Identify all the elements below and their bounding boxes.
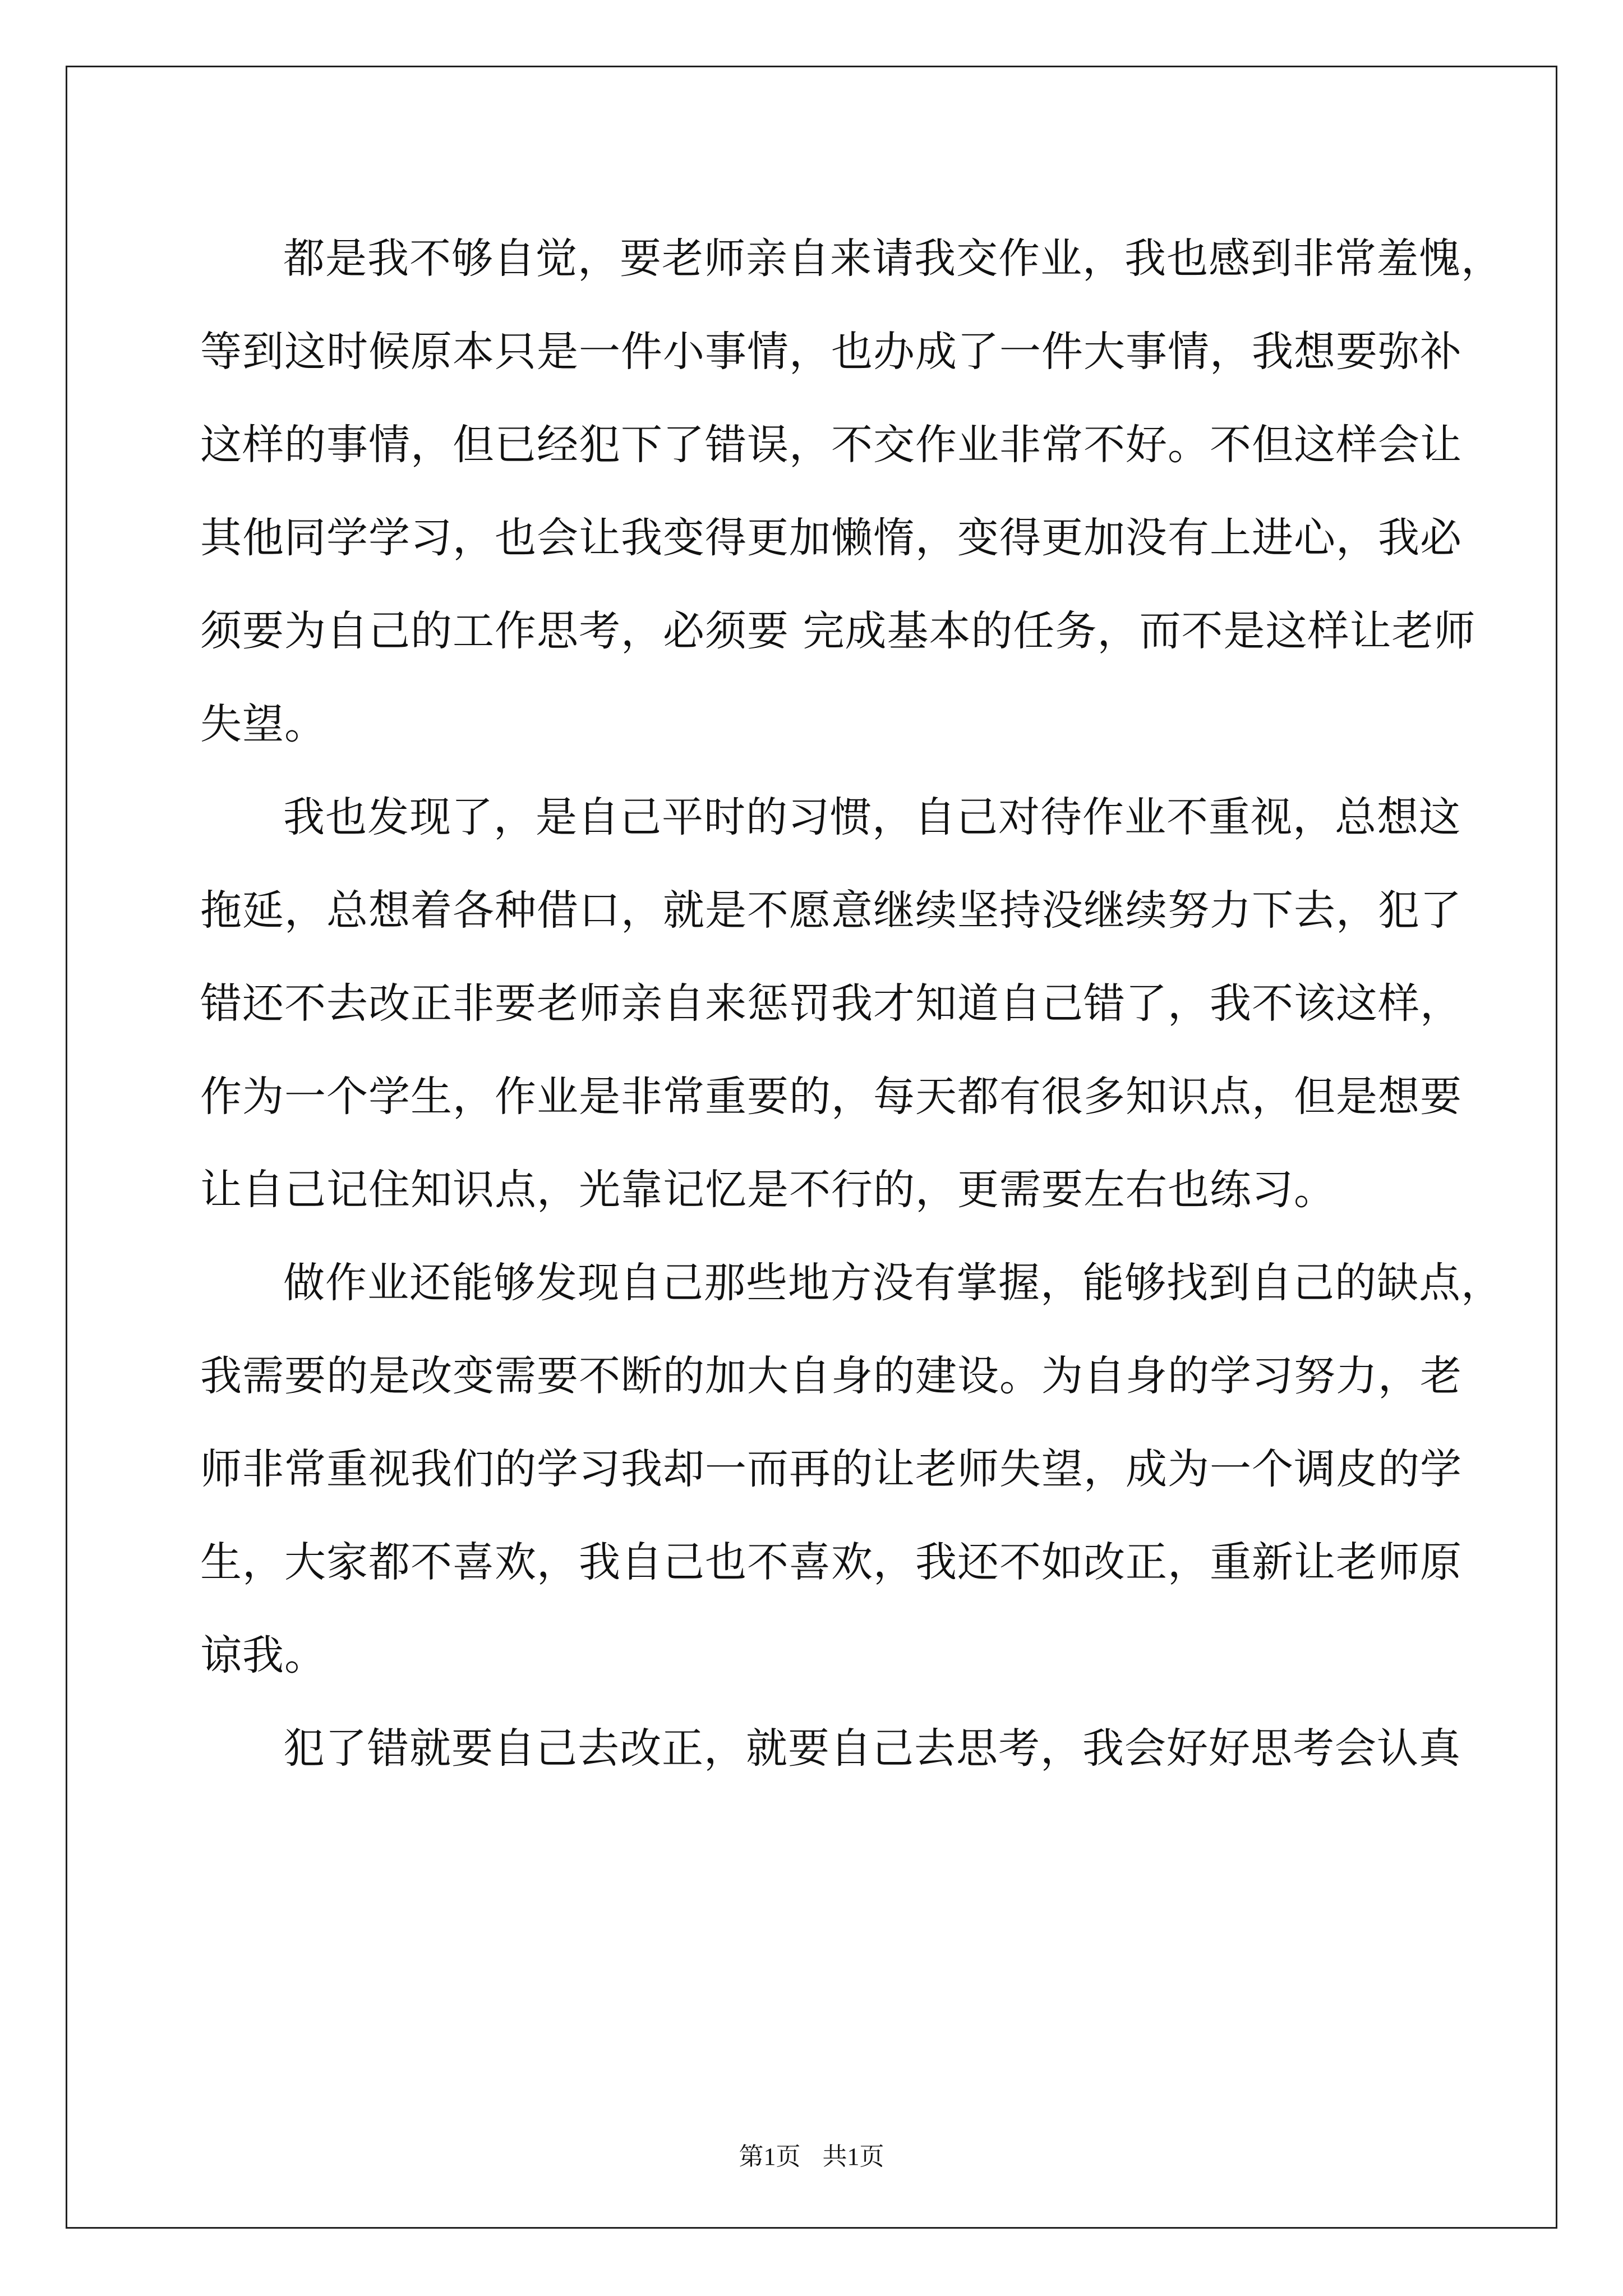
text-line: 作为一个学生，作业是非常重要的，每天都有很多知识点，但是想要 (200, 1073, 1462, 1121)
text-line: 犯了错就要自己去改正，就要自己去思考，我会好好思考会认真 (283, 1724, 1461, 1773)
text-line: 错还不去改正非要老师亲自来惩罚我才知道自己错了，我不该这样， (200, 979, 1462, 1028)
document-body (200, 212, 1503, 1795)
text-line: 这样的事情，但已经犯下了错误，不交作业非常不好。不但这样会让 (200, 421, 1462, 469)
text-line: 拖延，总想着各种借口，就是不愿意继续坚持没继续努力下去，犯了 (200, 886, 1462, 935)
text-line: 我也发现了，是自己平时的习惯，自己对待作业不重视，总想这 (283, 793, 1461, 841)
text-line: 师非常重视我们的学习我却一而再的让老师失望，成为一个调皮的学 (200, 1445, 1462, 1493)
text-line: 生，大家都不喜欢，我自己也不喜欢，我还不如改正，重新让老师原 (200, 1538, 1462, 1586)
text-line: 谅我。 (200, 1631, 326, 1680)
text-line: 须要为自己的工作思考，必须要 完成基本的任务，而不是这样让老师 (200, 607, 1476, 655)
page-footer (0, 2140, 1623, 2174)
page-total: 共1页 (822, 2143, 884, 2170)
text-line: 失望。 (200, 700, 326, 748)
text-line: 让自己记住知识点，光靠记忆是不行的，更需要左右也练习。 (200, 1166, 1336, 1214)
page-number: 第1页 (739, 2143, 801, 2170)
text-line: 都是我不够自觉，要老师亲自来请我交作业，我也感到非常羞愧， (283, 234, 1503, 283)
text-line: 我需要的是改变需要不断的加大自身的建设。为自身的学习努力，老 (200, 1352, 1462, 1400)
text-line: 其他同学学习，也会让我变得更加懒惰，变得更加没有上进心，我必 (200, 514, 1462, 562)
text-line: 做作业还能够发现自己那些地方没有掌握，能够找到自己的缺点， (283, 1259, 1503, 1307)
text-line: 等到这时候原本只是一件小事情，也办成了一件大事情，我想要弥补 (200, 328, 1462, 376)
